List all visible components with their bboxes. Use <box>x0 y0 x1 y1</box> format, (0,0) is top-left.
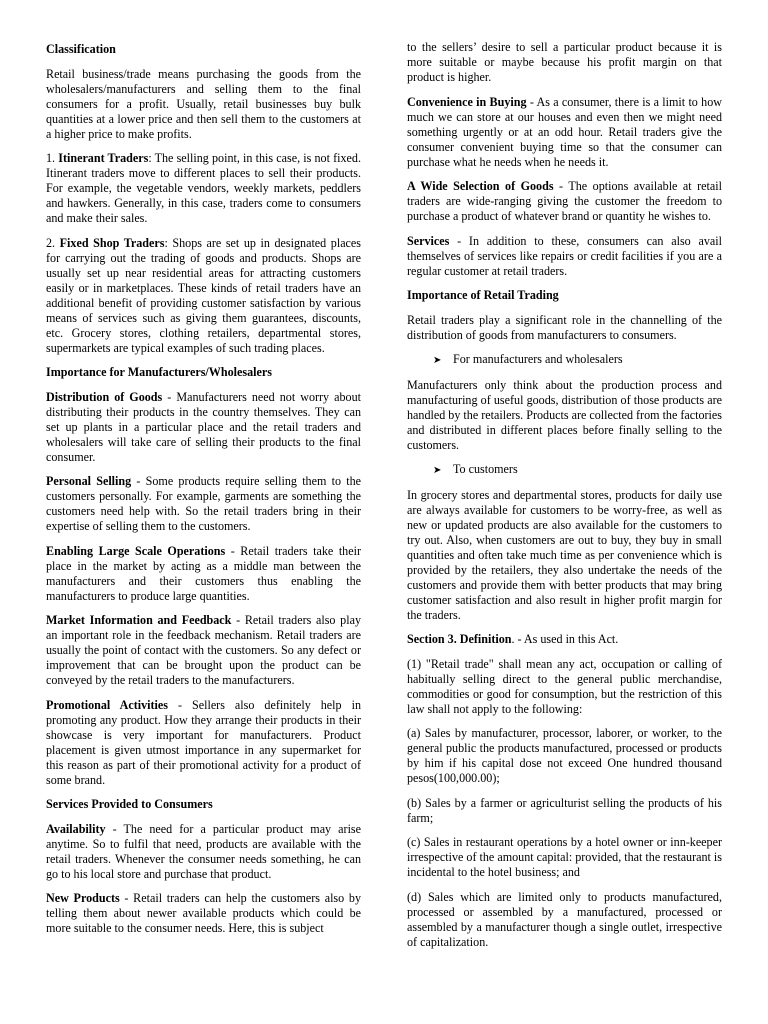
paragraph-market-information <box>46 613 361 688</box>
term-wide-selection: A Wide Selection of Goods <box>407 179 554 193</box>
text-large-scale-operations: - Retail traders take their place in the market by acting as a middle man between the manufacturers and their customers thus enabling the manufacturers to produce large quantities. <box>46 543 361 603</box>
bullet-customers <box>433 462 722 478</box>
term-section-3: Section 3. Definition <box>407 632 512 646</box>
paragraph-promotional-activities <box>46 698 361 788</box>
term-convenience-in-buying: Convenience in Buying <box>407 94 527 109</box>
left-column <box>46 42 361 946</box>
text-fixed-shop-traders: : Shops are set up in designated places for carrying out the trading of goods and products. Shops are usually set up near residential areas for attracting customers easily or in marketplaces. These kinds of retail traders have an additional benefit of providing customer satisfaction by various means of services such as giving them guarantees, discounts, etc. Grocery stores, clothing retailers, departmental stores, supermarkets are typical examples of such trading places. <box>46 235 361 355</box>
bullet-manufacturers <box>433 352 722 368</box>
paragraph-section-3 <box>407 632 722 647</box>
text-wide-selection: - The options available at retail traders are wide-ranging giving the customer the freedom to purchase a product of whatever brand or quantity he wishes to. <box>407 179 722 223</box>
text-services: - In addition to these, consumers can also avail themselves of services like repairs or credit facilities if you are a regular customer at retail traders. <box>407 233 722 278</box>
paragraph-convenience-in-buying <box>407 95 722 170</box>
paragraph-distribution-of-goods <box>46 390 361 465</box>
item-number: 2. <box>46 235 56 250</box>
paragraph-customers: In grocery stores and departmental stores, products for daily use are always available for customers to be worry-free, as well as new or updated products are also available for the customers to try out. Also, when customers are out to buy, they buy in small quantities and often take much time as per convenience which is provided by the retailers, they also undertake the needs of the customers and provide them with better products that may bring customer satisfaction and also result in higher profit margin for the traders. <box>407 487 722 622</box>
paragraph-definition-d: (d) Sales which are limited only to products manufactured, processed or assembled by a manufactured, processed or assembled by a manufacturer though a single outlet, irrespective of capitalization. <box>407 889 722 949</box>
paragraph-wide-selection <box>407 179 722 224</box>
term-personal-selling: Personal Selling <box>46 474 132 488</box>
heading-services-to-consumers: Services Provided to Consumers <box>46 797 213 811</box>
term-availability: Availability <box>46 821 106 836</box>
term-fixed-shop-traders: Fixed Shop Traders <box>59 235 165 250</box>
term-promotional-activities: Promotional Activities <box>46 697 168 712</box>
text-personal-selling: - Some products require selling them to the customers personally. For example, garments are something the customers need help with. So the retail traders bring in their expertise of selling them to the customers. <box>46 474 361 533</box>
paragraph-fixed-shop-traders <box>46 236 361 356</box>
paragraph-itinerant-traders <box>46 151 361 226</box>
heading-importance-retail-trading: Importance of Retail Trading <box>407 288 559 302</box>
arrow-bullet-icon: ➤ <box>433 355 442 366</box>
text-new-products: - Retail traders can help the customers also by telling them about newer available products which could be more suitable to the consumer needs. Here, this is subject <box>46 891 362 935</box>
paragraph-classification: Retail business/trade means purchasing the goods from the wholesalers/manufacturers and selling them to the final consumers for a profit. Usually, retail businesses buy bulk quantities at a lower price and then sell them to the customers at a higher price to make profits. <box>46 66 361 141</box>
paragraph-availability <box>46 822 361 882</box>
arrow-bullet-icon: ➤ <box>433 465 442 476</box>
term-itinerant-traders: Itinerant Traders <box>58 151 149 165</box>
text-section-3: . - As used in this Act. <box>511 632 619 646</box>
right-column <box>407 40 722 959</box>
text-market-information: - Retail traders also play an important role in the feedback mechanism. Retail traders are usually the point of contact with the customers. So any defect or improvement that can be brought upon the product can be conveyed by the retail traders to the manufacturers. <box>46 613 361 687</box>
paragraph-definition-a: (a) Sales by manufacturer, processor, laborer, or worker, to the general public the products manufactured, processed or products by him if his capital dose not exceed One hundred thousand pesos(100,000.00); <box>407 726 722 785</box>
term-services: Services <box>407 233 450 248</box>
heading-importance-manufacturers: Importance for Manufacturers/Wholesalers <box>46 365 272 379</box>
term-market-information: Market Information and Feedback <box>46 613 232 627</box>
bullet-manufacturers-label: For manufacturers and wholesalers <box>453 352 623 366</box>
paragraph-definition-b: (b) Sales by a farmer or agriculturist selling the products of his farm; <box>407 795 722 825</box>
paragraph-personal-selling <box>46 474 361 534</box>
bullet-customers-label: To customers <box>453 462 518 476</box>
heading-classification: Classification <box>46 42 116 56</box>
paragraph-importance-retail-trading: Retail traders play a significant role in the channelling of the distribution of goods from manufacturers to consumers. <box>407 312 722 342</box>
text-availability: - The need for a particular product may arise anytime. So to fulfil that need, products are available with the retail traders. Whenever the consumer needs something, he can go to his local store and purchase that product. <box>46 821 361 881</box>
text-distribution-of-goods: - Manufacturers need not worry about distributing their products in the country themselves. They can set up plants in a particular place and the retail traders and wholesalers will take care of selling their products to the final consumer. <box>46 389 361 464</box>
paragraph-continuation: to the sellers’ desire to sell a particular product because it is more suitable or maybe because his profit margin on that product is higher. <box>407 40 722 84</box>
text-promotional-activities: - Sellers also definitely help in promoting any product. How they arrange their products in their showcase is very important for manufacturers. Product placement is given utmost importance in any supermarket for this reason as part of their promotional activity for a product of some brand. <box>46 697 361 787</box>
text-itinerant-traders: : The selling point, in this case, is not fixed. Itinerant traders move to different places to sell their products. For example, the vegetable vendors, weekly markets, peddlers and hawkers. Generally, in this case, traders come to consumers and make their sales. <box>46 151 361 225</box>
term-large-scale-operations: Enabling Large Scale Operations <box>46 543 226 558</box>
term-distribution-of-goods: Distribution of Goods <box>46 389 163 404</box>
paragraph-definition-1: (1) "Retail trade" shall mean any act, occupation or calling of habitually selling direct to the general public merchandise, commodities or good for consumption, but the restriction of this law shall not apply to the following: <box>407 656 722 716</box>
paragraph-large-scale-operations <box>46 544 361 604</box>
text-convenience-in-buying: - As a consumer, there is a limit to how much we can store at our houses and even then we might need something urgently or at an odd hour. Retail traders give the consumer convenient buying time so that the consumer can purchase what he needs when he needs it. <box>407 94 722 169</box>
term-new-products: New Products <box>46 891 120 905</box>
paragraph-definition-c: (c) Sales in restaurant operations by a hotel owner or inn-keeper irrespective of the amount capital: provided, that the restaurant is incidental to the hotel business; and <box>407 835 722 879</box>
item-number: 1. <box>46 151 56 165</box>
paragraph-new-products <box>46 891 361 936</box>
paragraph-manufacturers: Manufacturers only think about the production process and manufacturing of useful goods, distribution of those products are handled by the retailers. Products are collected from the factories and distributed in different places before finally selling to the customers. <box>407 377 722 452</box>
paragraph-services <box>407 234 722 279</box>
